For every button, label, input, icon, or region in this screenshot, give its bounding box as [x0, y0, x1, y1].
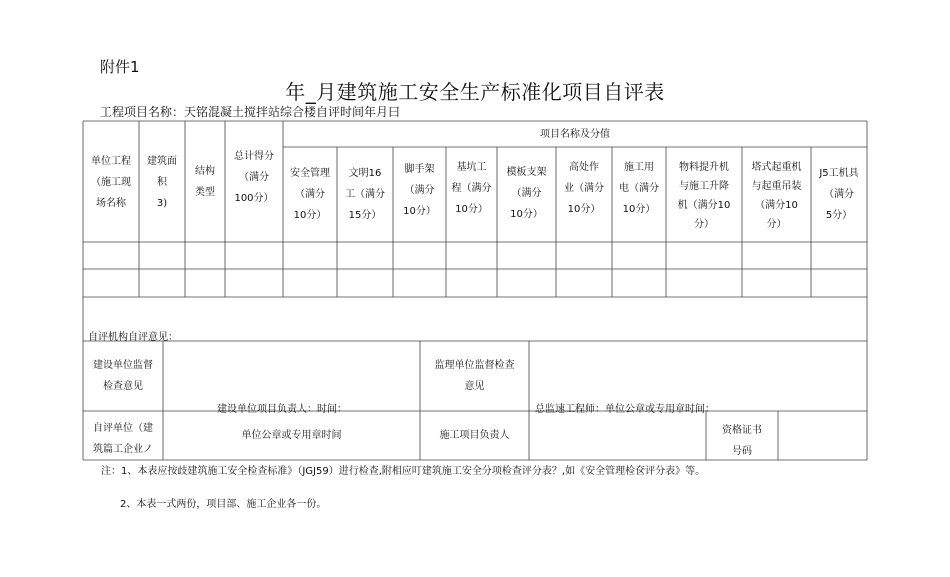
- group-header: 项目名称及分值: [540, 128, 610, 140]
- header-unit-project: 单位工程 （施工现 场名称: [91, 155, 131, 209]
- build-unit-label: 建设单位监督 检查意见: [93, 360, 153, 392]
- header-safety-management: 安全管理 （满分 10分）: [290, 167, 330, 221]
- stamp-time-label: 单位公章或专用章时间: [241, 430, 342, 441]
- header-scaffold: 脚手架 （满分 10分）: [403, 163, 436, 217]
- document-title: 年_月建筑施工安全生产标准化项目自评表: [285, 80, 665, 104]
- note-1: 注：1、本表应按歧建筑施工安全检查标准》（JGJ59）进行检查,附相应叮建筑施工安全分项检查评分表？,如《安全管理检奁评分表》等。: [101, 466, 706, 477]
- self-unit-label: 自评单位（建 筑篇工企业ノ: [93, 423, 153, 455]
- build-unit-signature: 建设单位项目负责人：时间：: [217, 404, 347, 415]
- construction-lead-label: 施工项目负责人: [439, 430, 510, 441]
- header-building-area: 建筑面 积 3): [147, 155, 177, 209]
- header-machinery: J5工机具 （满分 5分）: [819, 167, 859, 221]
- header-total-score: 总计得分 （满分 100分）: [234, 150, 274, 204]
- header-hoist: 物料提升机 与施工升降 机（满分10 分）: [677, 162, 731, 230]
- note-2: 2、本表一式两份，项目部、施工企业各一份。: [120, 499, 327, 510]
- header-formwork-support: 模板支架 （满分 10分）: [506, 166, 547, 220]
- header-construction-power: 施工用 电（满分 10分）: [619, 161, 659, 215]
- header-civilized-construction: 文明16 工（满分 15分）: [345, 167, 385, 221]
- header-high-work: 高处作 业（满分 10分）: [564, 161, 604, 215]
- supervise-signature: 总监速工程师：单位公章或专用章时间：: [535, 404, 715, 415]
- self-opinion-label: 自评机构自评意见：: [88, 332, 178, 343]
- attachment-label: 附件1: [100, 58, 140, 76]
- header-structure-type: 结构 类型: [195, 166, 215, 198]
- supervise-label: 监理单位监督检查 意见: [434, 360, 515, 392]
- qualification-label: 资格证书 号码: [722, 425, 762, 457]
- header-foundation-pit: 基坑工 程（满分 10分）: [451, 161, 492, 215]
- project-name-line: 工程项目名称：天铭混凝土搅拌站综合楼自评时间年月曰: [100, 105, 401, 119]
- header-tower-crane: 塔式起重机 与起重吊装 （满分10 分）: [751, 162, 802, 230]
